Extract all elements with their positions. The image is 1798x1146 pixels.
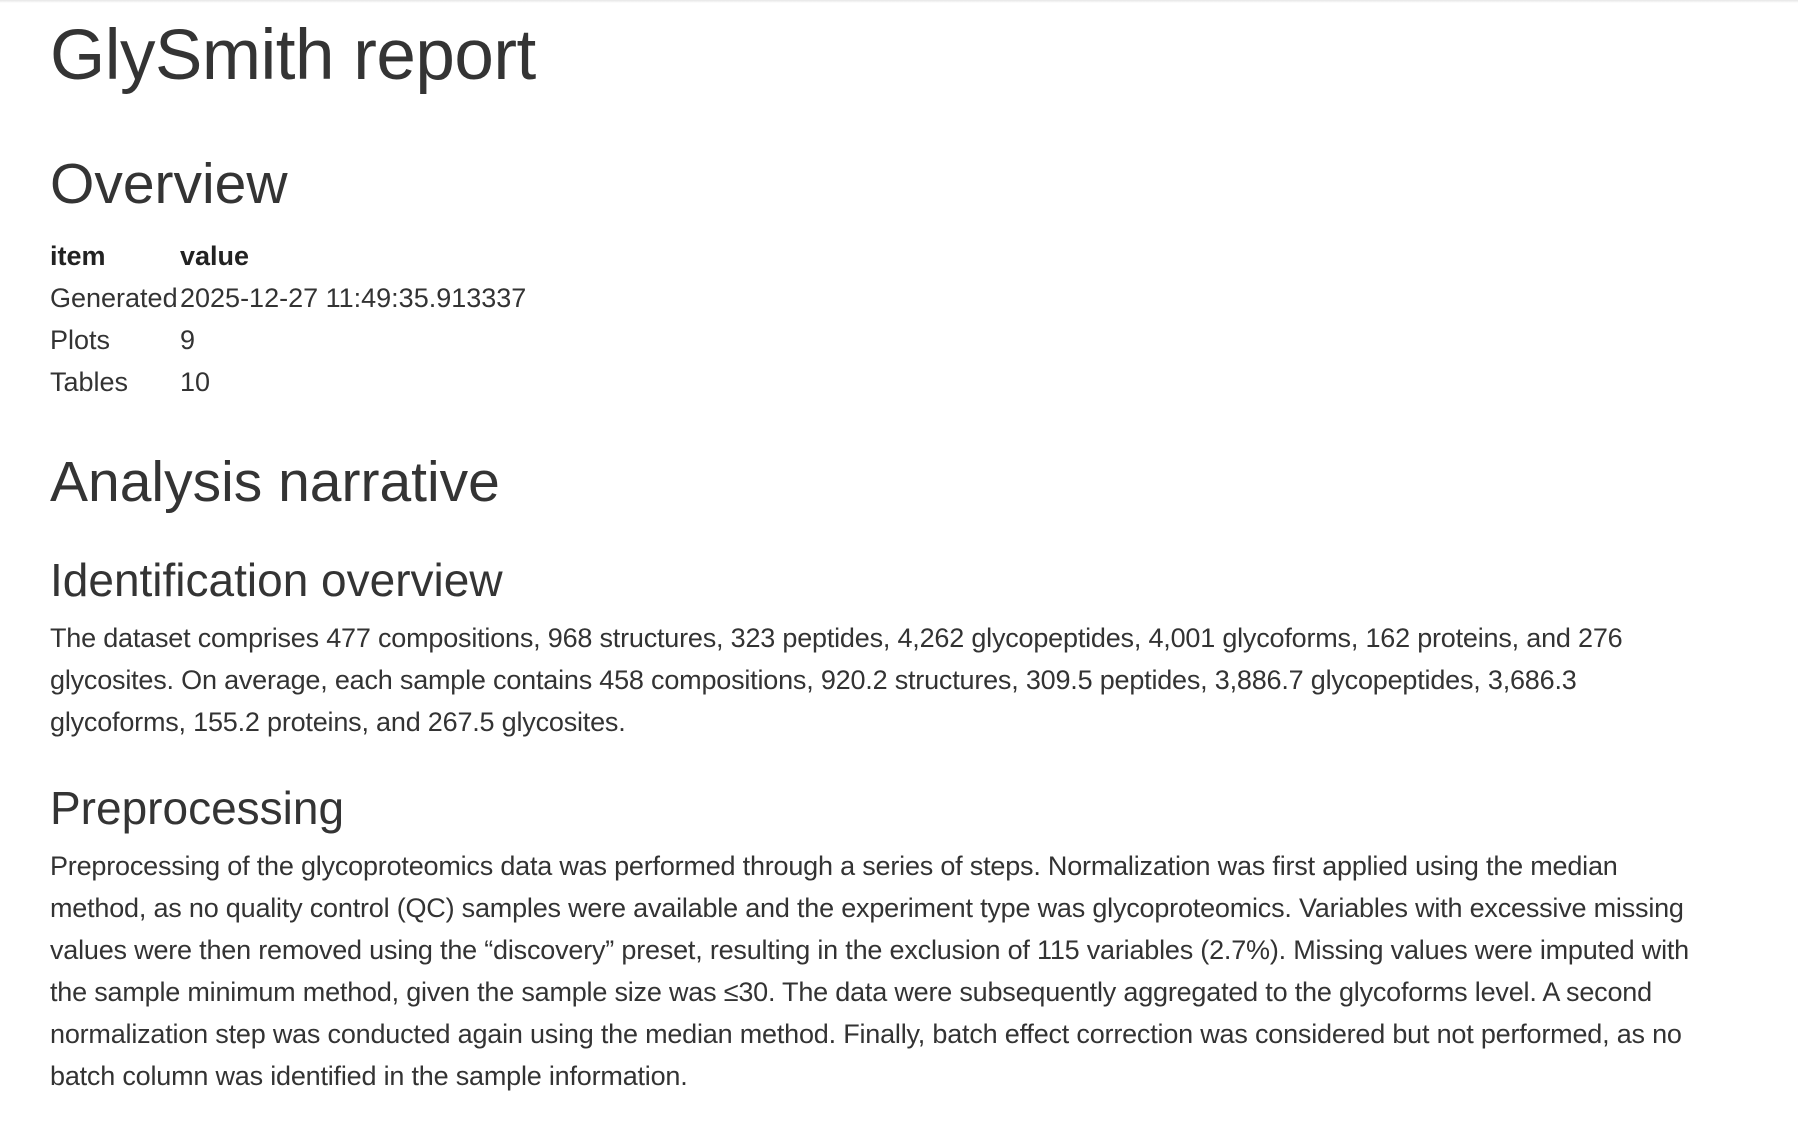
table-row [50,319,526,361]
table-row [50,277,526,319]
row-value-cell: 9 [180,324,196,355]
row-item-cell: Tables [50,366,129,397]
identification-overview-heading: Identification overview [50,554,503,606]
overview-table-header-row [50,235,526,277]
identification-overview-text: The dataset comprises 477 compositions, 968 structures, 323 peptides, 4,262 glycopeptides, 4,001 glycoforms, 162 proteins, and 276 glycosites. On average, each sample contains 458 compositions, 920.2 structures, 309.5 peptides, 3,886.7 glycopeptides, 3,686.3 glycoforms, 155.2 proteins, and 267.5 glycosites. [50,623,1623,737]
preprocessing-text: Preprocessing of the glycoproteomics data was performed through a series of steps. Normalization was first applied using the median method, as no quality control (QC) samples were available and the experiment type was glycoproteomics. Variables with excessive missing values were then removed using the “discovery” preset, resulting in the exclusion of 115 variables (2.7%). Missing values were imputed with the sample minimum method, given the sample size was ≤30. The data were subsequently aggregated to the glycoforms level. A second normalization step was conducted again using the median method. Finally, batch effect correction was considered but not performed, as no batch column was identified in the sample information. [50,851,1690,1091]
table-row [50,361,526,403]
row-item-cell: Plots [50,324,111,355]
column-header-item: item [50,240,106,271]
analysis-narrative-heading: Analysis narrative [50,450,500,514]
report-content [50,0,1710,1097]
overview-table [50,235,526,403]
preprocessing-heading: Preprocessing [50,782,345,834]
overview-section [50,151,1710,403]
row-value-cell: 10 [180,366,211,397]
report-title: GlySmith report [50,16,536,95]
column-header-value: value [180,240,250,271]
row-item-cell: Generated [50,282,178,313]
row-value-cell: 2025-12-27 11:49:35.913337 [180,282,527,313]
analysis-narrative-section [50,449,1710,1097]
overview-heading: Overview [50,152,288,216]
